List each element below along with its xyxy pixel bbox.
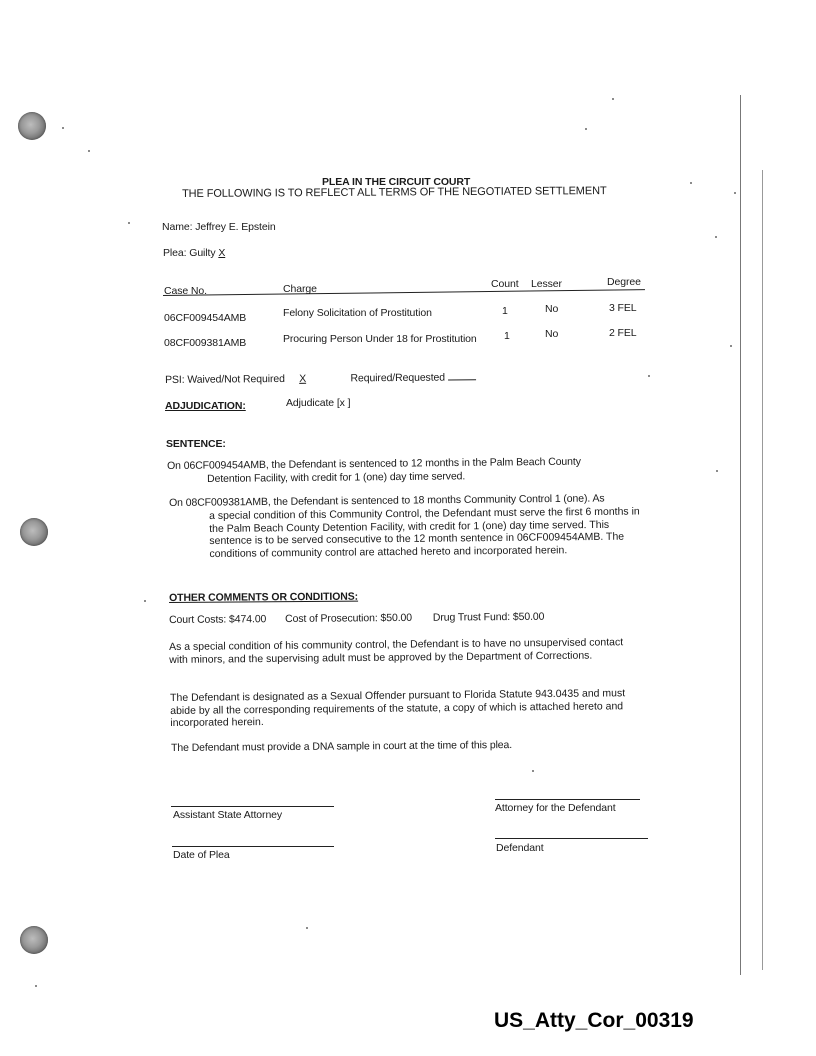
other-heading: OTHER COMMENTS OR CONDITIONS: bbox=[169, 590, 359, 604]
row2-case-no: 08CF009381AMB bbox=[164, 337, 247, 349]
scan-speck bbox=[62, 127, 64, 129]
psi-required-blank bbox=[448, 379, 476, 380]
name-line bbox=[162, 221, 276, 233]
bates-number: US_Atty_Cor_00319 bbox=[494, 1009, 694, 1032]
drug-trust-fund: Drug Trust Fund: $50.00 bbox=[432, 610, 545, 624]
plea-label: Plea: Guilty bbox=[163, 247, 216, 259]
header-case-no: Case No. bbox=[164, 285, 207, 297]
asa-signature-line bbox=[171, 806, 334, 807]
scan-speck bbox=[716, 470, 718, 472]
adjudication-label: ADJUDICATION: bbox=[165, 400, 246, 412]
psi-label: PSI: Waived/Not Required bbox=[165, 372, 285, 386]
table-header-rule bbox=[163, 289, 645, 296]
scan-speck bbox=[35, 985, 37, 987]
other-para2: The Defendant is designated as a Sexual Offender pursuant to Florida Statute 943.0435 and must abide by all the corresponding requirements of the statute, a copy of which is attached hereto and incorporated herein. bbox=[170, 687, 626, 729]
row2-degree: 2 FEL bbox=[609, 327, 637, 339]
row2-charge: Procuring Person Under 18 for Prostitution bbox=[283, 333, 477, 345]
row2-count: 1 bbox=[504, 330, 510, 342]
date-label: Date of Plea bbox=[173, 849, 230, 861]
name-label: Name: bbox=[162, 221, 193, 233]
sentence-para2-body: a special condition of this Community Control, the Defendant must serve the first 6 months in the Palm Beach County Detention Facility, with credit for 1 (one) day time served. This sentence is to be served consecutive to the 12 month sentence in 06CF009454AMB. The conditions of community control are attached hereto and incorporated herein. bbox=[209, 505, 640, 560]
sentence-para1-line2: Detention Facility, with credit for 1 (one) day time served. bbox=[207, 470, 466, 485]
scan-speck bbox=[730, 345, 732, 347]
sentence-heading: SENTENCE: bbox=[166, 438, 226, 450]
header-charge: Charge bbox=[283, 283, 317, 295]
header-degree: Degree bbox=[607, 276, 641, 288]
row1-count: 1 bbox=[502, 305, 508, 317]
punch-hole-top bbox=[18, 112, 46, 140]
scan-speck bbox=[690, 182, 692, 184]
psi-line bbox=[165, 371, 476, 386]
attorney-signature-line bbox=[495, 799, 640, 800]
name-value: Jeffrey E. Epstein bbox=[195, 221, 276, 233]
header-lesser: Lesser bbox=[531, 278, 562, 290]
psi-waived-mark: X bbox=[299, 372, 307, 385]
date-signature-line bbox=[172, 846, 334, 847]
punch-hole-bottom bbox=[20, 926, 48, 954]
other-para3: The Defendant must provide a DNA sample in court at the time of this plea. bbox=[171, 739, 513, 754]
adjudication-value: Adjudicate [x ] bbox=[286, 397, 351, 409]
scan-edge bbox=[740, 95, 741, 975]
row2-lesser: No bbox=[545, 328, 559, 340]
other-para1: As a special condition of his community control, the Defendant is to have no unsupervised contact with minors, and the supervising adult must be approved by the Department of Corrections. bbox=[169, 636, 624, 666]
sentence-para1-line1: On 06CF009454AMB, the Defendant is sentenced to 12 months in the Palm Beach County bbox=[167, 455, 581, 472]
defendant-label: Defendant bbox=[496, 842, 544, 854]
document-title: PLEA IN THE CIRCUIT COURT bbox=[322, 176, 471, 188]
plea-line bbox=[163, 247, 225, 259]
sentence-para2-line1: On 08CF009381AMB, the Defendant is sentenced to 18 months Community Control 1 (one). As bbox=[169, 492, 605, 509]
asa-label: Assistant State Attorney bbox=[173, 809, 283, 821]
plea-mark: X bbox=[218, 247, 226, 259]
scan-speck bbox=[734, 192, 736, 194]
scan-speck bbox=[715, 236, 717, 238]
court-costs: Court Costs: $474.00 bbox=[169, 613, 267, 626]
prosecution-cost: Cost of Prosecution: $50.00 bbox=[285, 611, 413, 625]
scan-speck bbox=[144, 600, 146, 602]
scan-speck bbox=[585, 128, 587, 130]
psi-required-label: Required/Requested bbox=[350, 371, 446, 385]
row1-degree: 3 FEL bbox=[609, 302, 637, 314]
scan-speck bbox=[306, 927, 308, 929]
row1-case-no: 06CF009454AMB bbox=[164, 312, 247, 324]
scan-edge-2 bbox=[762, 170, 763, 970]
attorney-label: Attorney for the Defendant bbox=[495, 802, 616, 814]
scan-speck bbox=[532, 770, 534, 772]
costs-line bbox=[169, 611, 544, 626]
scan-speck bbox=[88, 150, 90, 152]
row1-charge: Felony Solicitation of Prostitution bbox=[283, 307, 432, 319]
punch-hole-middle bbox=[20, 518, 48, 546]
scan-speck bbox=[612, 98, 614, 100]
scan-speck bbox=[648, 375, 650, 377]
scan-speck bbox=[128, 222, 130, 224]
document-subtitle: THE FOLLOWING IS TO REFLECT ALL TERMS OF THE NEGOTIATED SETTLEMENT bbox=[182, 185, 607, 200]
header-count: Count bbox=[491, 278, 519, 290]
row1-lesser: No bbox=[545, 303, 559, 315]
defendant-signature-line bbox=[495, 838, 648, 839]
